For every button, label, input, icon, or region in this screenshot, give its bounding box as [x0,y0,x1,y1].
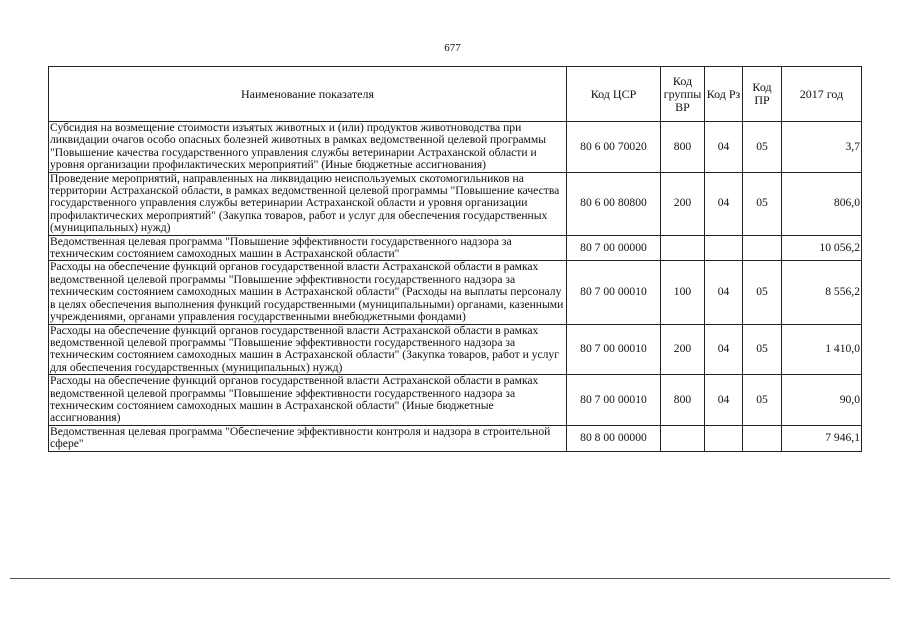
row-pr-code: 05 [743,261,782,324]
table-row [49,324,862,375]
row-name: Ведомственная целевая программа "Повышение эффективности государственного надзора за техническим состоянием самоходных машин в Астраханской области" [49,235,567,261]
table-row [49,122,862,173]
row-vr-code [661,425,705,451]
budget-table [48,66,862,452]
row-amount: 7 946,1 [782,425,862,451]
row-amount: 10 056,2 [782,235,862,261]
row-csr-code: 80 6 00 70020 [567,122,661,173]
table-row [49,172,862,235]
row-vr-code: 200 [661,172,705,235]
row-name: Проведение мероприятий, направленных на ликвидацию неиспользуемых скотомогильников на территории Астраханской области, в рамках ведомственной целевой программы "Повышение качества государственного управления службы ветеринарии Астраханской области и уровня организации профилактических мероприятий" (Закупка товаров, работ и услуг для обеспечения государственных (муниципальных) нужд) [49,172,567,235]
row-vr-code: 800 [661,122,705,173]
table-row [49,375,862,426]
row-csr-code: 80 7 00 00010 [567,324,661,375]
row-name: Расходы на обеспечение функций органов государственной власти Астраханской области в рамках ведомственной целевой программы "Повышение эффективности государственного надзора за техническим состоянием самоходных машин в Астраханской области" (Расходы на выплаты персоналу в целях обеспечения выполнения функций государственными (муниципальными) органами, казенными учреждениями, органами управления государственными внебюджетными фондами) [49,261,567,324]
row-rz-code [705,235,743,261]
row-name: Расходы на обеспечение функций органов государственной власти Астраханской области в рамках ведомственной целевой программы "Повышение эффективности государственного надзора за техническим состоянием самоходных машин в Астраханской области" (Иные бюджетные ассигнования) [49,375,567,426]
row-amount: 806,0 [782,172,862,235]
row-name: Расходы на обеспечение функций органов государственной власти Астраханской области в рамках ведомственной целевой программы "Повышение эффективности государственного надзора за техническим состоянием самоходных машин в Астраханской области" (Закупка товаров, работ и услуг для обеспечения государственных (муниципальных) нужд) [49,324,567,375]
header-rz-code: Код Рз [705,67,743,122]
row-rz-code: 04 [705,261,743,324]
row-csr-code: 80 7 00 00000 [567,235,661,261]
row-pr-code: 05 [743,172,782,235]
row-pr-code [743,425,782,451]
row-amount: 90,0 [782,375,862,426]
header-row [49,67,862,122]
row-amount: 1 410,0 [782,324,862,375]
row-vr-code [661,235,705,261]
row-rz-code: 04 [705,122,743,173]
row-csr-code: 80 7 00 00010 [567,375,661,426]
row-vr-code: 200 [661,324,705,375]
header-vr-code: Код группы ВР [661,67,705,122]
row-csr-code: 80 8 00 00000 [567,425,661,451]
row-csr-code: 80 6 00 80800 [567,172,661,235]
row-rz-code: 04 [705,324,743,375]
table-row [49,235,862,261]
header-name: Наименование показателя [49,67,567,122]
row-amount: 3,7 [782,122,862,173]
row-name: Субсидия на возмещение стоимости изъятых животных и (или) продуктов животноводства при ликвидации очагов особо опасных болезней животных в рамках ведомственной целевой программы "Повышение качества государственного управления службы ветеринарии Астраханской области и уровня организации профилактических мероприятий" (Иные бюджетные ассигнования) [49,122,567,173]
row-rz-code: 04 [705,172,743,235]
row-vr-code: 800 [661,375,705,426]
row-rz-code [705,425,743,451]
row-amount: 8 556,2 [782,261,862,324]
row-vr-code: 100 [661,261,705,324]
row-pr-code [743,235,782,261]
table-row [49,425,862,451]
row-csr-code: 80 7 00 00010 [567,261,661,324]
page-number: 677 [444,42,461,54]
row-name: Ведомственная целевая программа "Обеспечение эффективности контроля и надзора в строительной сфере" [49,425,567,451]
header-csr-code: Код ЦСР [567,67,661,122]
table-row [49,261,862,324]
row-pr-code: 05 [743,375,782,426]
row-pr-code: 05 [743,324,782,375]
row-rz-code: 04 [705,375,743,426]
header-pr-code: Код ПР [743,67,782,122]
header-year: 2017 год [782,67,862,122]
page-bottom-rule [10,578,890,579]
row-pr-code: 05 [743,122,782,173]
